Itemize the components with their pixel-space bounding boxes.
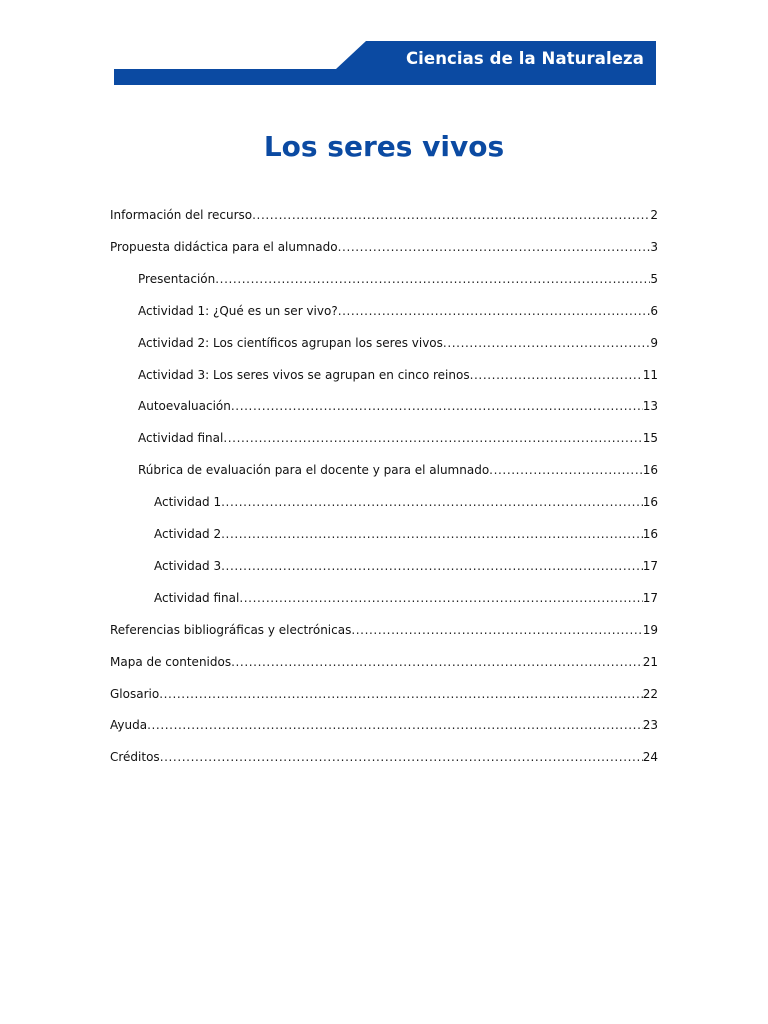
toc-page-number: 2 [650, 208, 658, 222]
toc-entry[interactable] [110, 653, 658, 671]
toc-page-number: 11 [642, 367, 658, 382]
toc-entry-label: Presentación [138, 271, 216, 286]
toc-dot-leader [338, 302, 651, 320]
toc-dot-leader [221, 493, 643, 511]
toc-entry-label: Actividad 3: Los seres vivos se agrupan en cinco reinos [138, 367, 470, 382]
toc-dot-leader [443, 334, 650, 352]
toc-entry[interactable] [138, 334, 658, 352]
toc-page-number: 16 [642, 527, 658, 541]
subject-title: Ciencias de la Naturaleza [405, 49, 644, 68]
toc-entry-label: Créditos [110, 750, 160, 765]
toc-dot-leader [215, 270, 650, 288]
toc-entry[interactable] [138, 429, 658, 447]
toc-dot-leader [231, 653, 643, 671]
toc-page-number: 19 [642, 622, 658, 637]
toc-page-number: 17 [642, 590, 658, 605]
toc-entry[interactable] [154, 557, 658, 575]
toc-entry[interactable] [110, 238, 658, 256]
toc-entry[interactable] [110, 685, 658, 703]
toc-entry[interactable] [138, 302, 658, 320]
toc-dot-leader [221, 557, 643, 575]
toc-page-number: 17 [642, 558, 658, 573]
toc-page-number: 16 [642, 463, 658, 478]
toc-entry[interactable] [110, 206, 658, 224]
toc-entry[interactable] [138, 270, 658, 288]
toc-page-number: 13 [642, 399, 658, 414]
toc-entry[interactable] [138, 366, 658, 384]
toc-page-number: 6 [650, 303, 658, 318]
toc-entry-label: Actividad 1: ¿Qué es un ser vivo? [138, 303, 338, 318]
toc-entry-label: Actividad 3 [154, 558, 222, 573]
toc-dot-leader [470, 366, 643, 384]
toc-entry-label: Actividad 2 [154, 527, 222, 541]
toc-entry-label: Rúbrica de evaluación para el docente y para el alumnado [138, 463, 490, 478]
toc-entry-label: Autoevaluación [138, 399, 231, 414]
toc-dot-leader [239, 589, 642, 607]
document-title: Los seres vivos [263, 130, 505, 163]
toc-entry[interactable] [110, 716, 658, 734]
toc-dot-leader [489, 461, 643, 479]
toc-page-number: 24 [642, 750, 658, 765]
toc-page-number: 21 [642, 654, 658, 669]
toc-entry-label: Actividad final [154, 590, 240, 605]
toc-dot-leader [351, 621, 642, 639]
toc-page-number: 16 [642, 495, 658, 510]
toc-entry[interactable] [154, 525, 658, 543]
toc-dot-leader [147, 716, 643, 734]
toc-page-number: 5 [650, 271, 658, 286]
toc-dot-leader [221, 525, 643, 543]
toc-dot-leader [160, 748, 643, 766]
toc-page-number: 22 [642, 686, 658, 701]
toc-dot-leader [252, 206, 650, 224]
toc-entry-label: Referencias bibliográficas y electrónicas [110, 622, 352, 637]
toc-entry-label: Actividad 1 [154, 495, 222, 510]
toc-dot-leader [231, 397, 643, 415]
toc-entry[interactable] [154, 589, 658, 607]
toc-entry-label: Ayuda [110, 718, 148, 733]
toc-page-number: 23 [642, 718, 658, 733]
toc-entry-label: Mapa de contenidos [110, 654, 232, 669]
toc-dot-leader [223, 429, 642, 447]
toc-dot-leader [159, 685, 643, 703]
toc-entry-label: Propuesta didáctica para el alumnado [110, 239, 338, 254]
toc-entry[interactable] [154, 493, 658, 511]
toc-entry[interactable] [138, 461, 658, 479]
toc-page-number: 9 [650, 335, 658, 350]
toc-entry[interactable] [138, 397, 658, 415]
toc-entry[interactable] [110, 621, 658, 639]
toc-entry[interactable] [110, 748, 658, 766]
toc-page-number: 3 [650, 239, 658, 254]
toc-dot-leader [338, 238, 651, 256]
toc-entry-label: Glosario [110, 686, 160, 701]
toc-entry-label: Actividad final [138, 431, 224, 446]
toc-page-number: 15 [642, 431, 658, 446]
toc-entry-label: Información del recurso [110, 208, 253, 222]
toc-entry-label: Actividad 2: Los científicos agrupan los seres vivos [138, 335, 443, 350]
